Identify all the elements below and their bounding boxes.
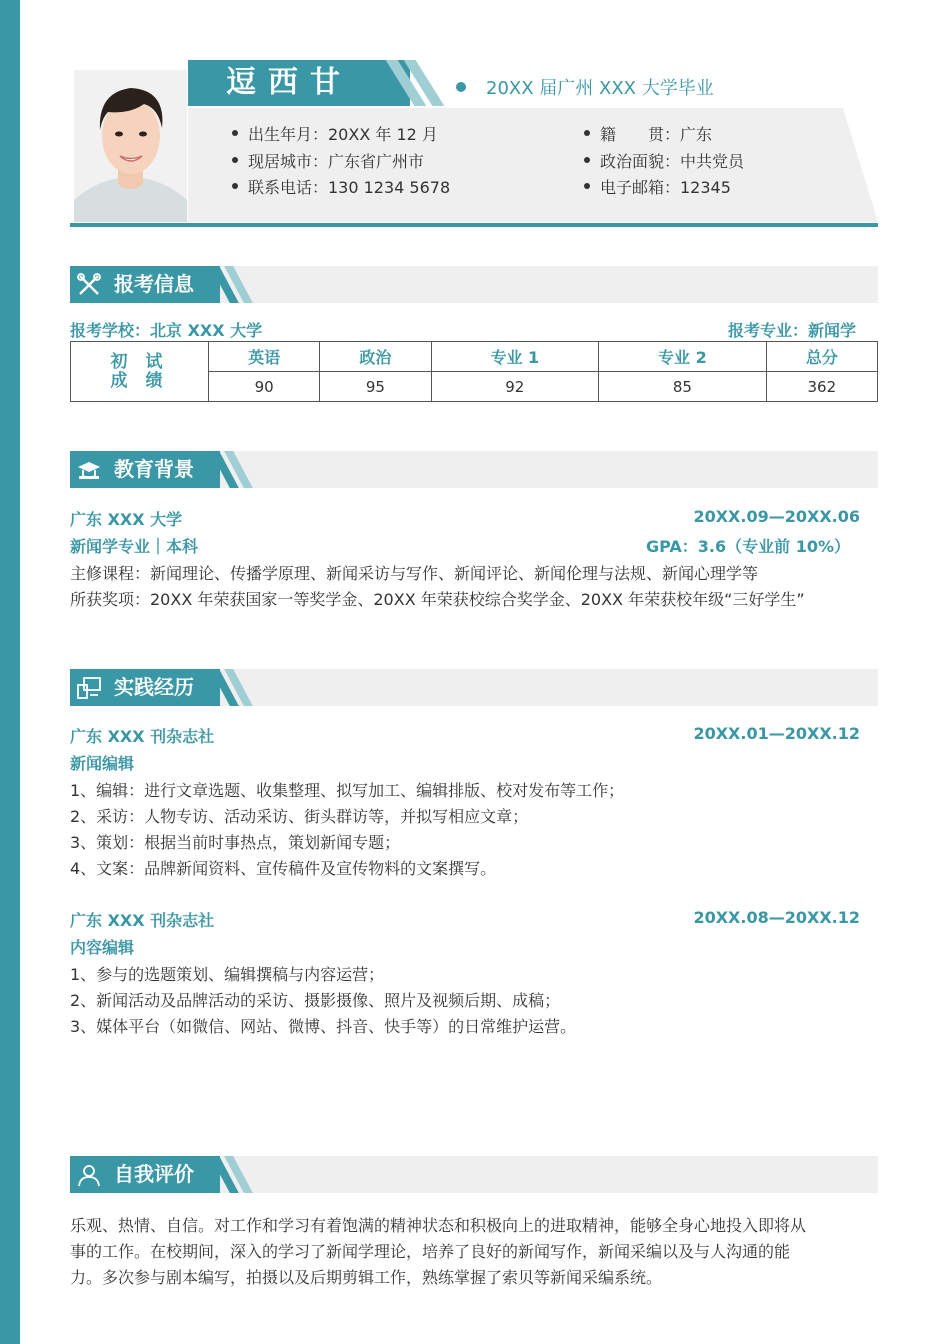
graduation-bullet-icon (456, 82, 466, 92)
header-divider (70, 223, 878, 227)
list-item: 3、策划：根据当前时事热点，策划新闻专题； (70, 833, 401, 852)
section-self-header (70, 1156, 220, 1193)
info-political: 政治面貌：中共党员 (600, 149, 744, 172)
column-header-politics: 政治 (320, 342, 431, 372)
score-major1: 92 (431, 372, 599, 402)
education-awards: 所获奖项：20XX 年荣获国家一等奖学金、20XX 年荣获校综合奖学金、20XX 年荣获校年级“三好学生” (70, 590, 805, 609)
graduation-cap-icon (76, 457, 102, 483)
education-courses: 主修课程：新闻理论、传播学原理、新闻采访与写作、新闻评论、新闻伦理与法规、新闻心理学等 (70, 564, 759, 583)
list-item: 1、参与的选题策划、编辑撰稿与内容运营； (70, 965, 385, 984)
job1-period: 20XX.01—20XX.12 (693, 724, 860, 743)
score-row-label-line2: 成 绩 (110, 370, 169, 391)
section-practice-title: 实践经历 (114, 675, 194, 699)
exam-school: 报考学校：北京 XXX 大学 (70, 321, 263, 340)
candidate-name: 逗西甘 (188, 60, 410, 106)
section-self-title: 自我评价 (114, 1162, 194, 1186)
self-evaluation-line: 乐观、热情、自信。对工作和学习有着饱满的精神状态和积极向上的进取精神，能够全身心地投入即将从 (70, 1216, 807, 1235)
score-row-label (71, 342, 209, 402)
graduation-info: 20XX 届广州 XXX 大学毕业 (486, 78, 714, 99)
section-exam-header (70, 266, 220, 303)
job1-company: 广东 XXX 刊杂志社 (70, 727, 215, 746)
left-accent-stripe (0, 0, 20, 1344)
job2-period: 20XX.08—20XX.12 (693, 908, 860, 927)
education-gpa: GPA：3.6（专业前 10%） (646, 537, 850, 556)
list-item: 2、采访：人物专访、活动采访、街头群访等，并拟写相应文章； (70, 807, 529, 826)
score-major2: 85 (599, 372, 767, 402)
job2-company: 广东 XXX 刊杂志社 (70, 911, 215, 930)
column-header-major1: 专业 1 (431, 342, 599, 372)
education-period: 20XX.09—20XX.06 (693, 507, 860, 526)
info-phone: 联系电话：130 1234 5678 (248, 175, 450, 198)
exam-major: 报考专业：新闻学 (727, 321, 856, 340)
score-row-label-line1: 初 试 (110, 351, 169, 372)
column-header-total: 总分 (766, 342, 877, 372)
tools-icon (76, 272, 102, 298)
devices-icon (76, 675, 102, 701)
job1-role: 新闻编辑 (70, 754, 135, 773)
list-item: 3、媒体平台（如微信、网站、微博、抖音、快手等）的日常维护运营。 (70, 1017, 577, 1036)
list-item: 1、编辑：进行文章选题、收集整理、拟写加工、编辑排版、校对发布等工作； (70, 781, 625, 800)
info-email: 电子邮箱：12345 (600, 175, 731, 198)
table-row (71, 342, 878, 372)
education-school: 广东 XXX 大学 (70, 510, 183, 529)
info-birth: 出生年月：20XX 年 12 月 (248, 122, 438, 145)
score-total: 362 (766, 372, 877, 402)
score-english: 90 (209, 372, 320, 402)
profile-photo (74, 70, 187, 222)
exam-score-table (70, 341, 878, 402)
avatar-portrait-icon (74, 70, 187, 222)
column-header-english: 英语 (209, 342, 320, 372)
section-practice-header (70, 669, 220, 706)
section-exam-title: 报考信息 (114, 272, 194, 296)
column-header-major2: 专业 2 (599, 342, 767, 372)
list-item: 4、文案：品牌新闻资料、宣传稿件及宣传物料的文案撰写。 (70, 859, 497, 878)
info-city: 现居城市：广东省广州市 (248, 149, 424, 172)
info-origin: 籍 贯：广东 (600, 122, 712, 145)
section-education-title: 教育背景 (114, 457, 194, 481)
self-evaluation-line: 事的工作。在校期间，深入的学习了新闻学理论，培养了良好的新闻写作，新闻采编以及与人沟通的能 (70, 1242, 791, 1261)
self-evaluation-line: 力。多次参与剧本编写，拍摄以及后期剪辑工作，熟练掌握了索贝等新闻采编系统。 (70, 1268, 663, 1287)
list-item: 2、新闻活动及品牌活动的采访、摄影摄像、照片及视频后期、成稿； (70, 991, 561, 1010)
job2-role: 内容编辑 (70, 938, 135, 957)
person-icon (76, 1162, 102, 1188)
score-politics: 95 (320, 372, 431, 402)
education-major: 新闻学专业｜本科 (70, 537, 199, 556)
section-education-header (70, 451, 220, 488)
